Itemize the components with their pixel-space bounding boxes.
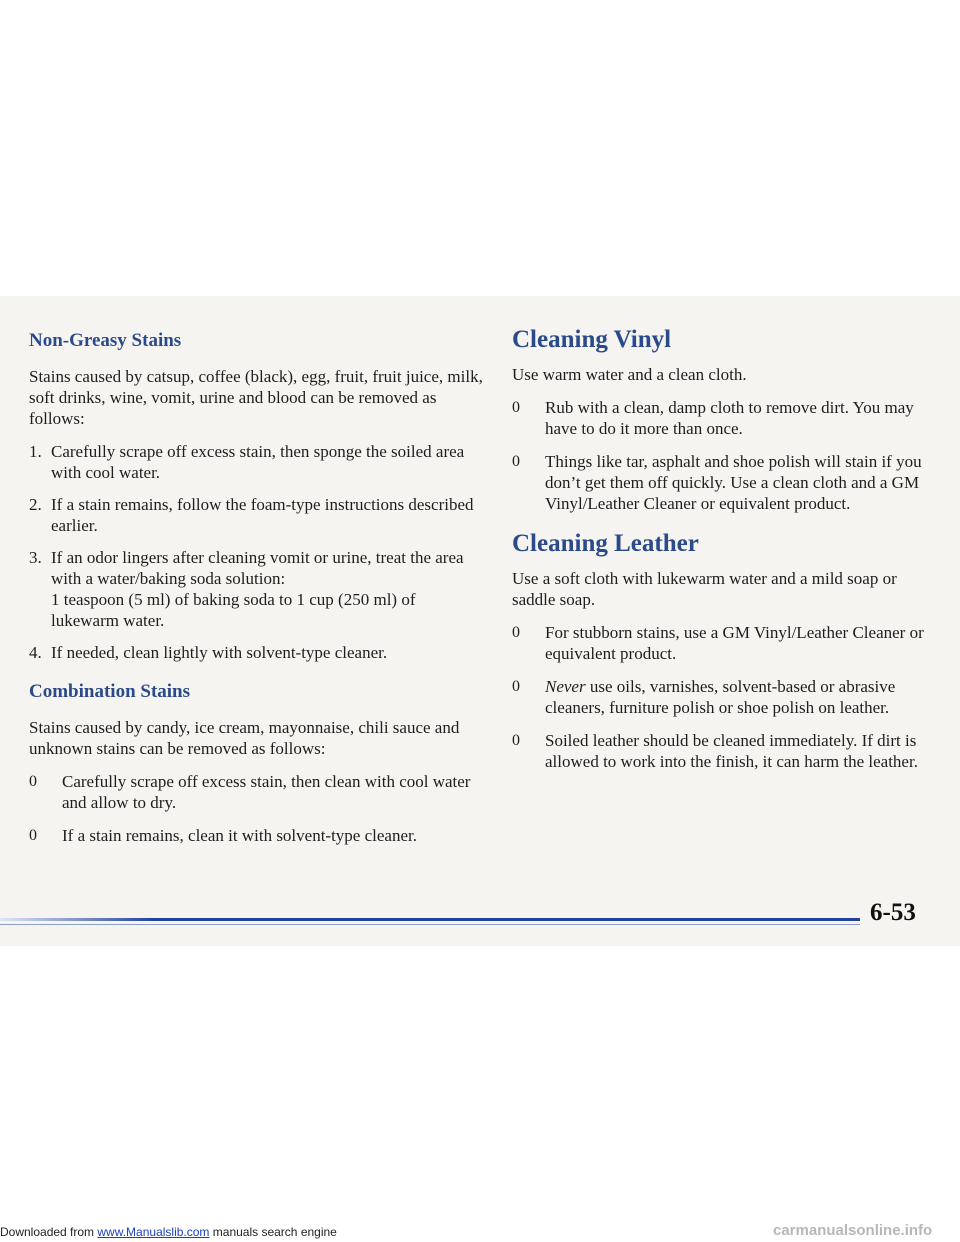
emphasis-never: Never xyxy=(545,677,586,696)
step-number: 4. xyxy=(29,643,42,662)
step-text: If needed, clean lightly with solvent-type cleaner. xyxy=(51,643,388,662)
bullet-glyph: 0 xyxy=(512,732,520,749)
leather-bullets xyxy=(512,622,940,772)
combination-stains-heading: Combination Stains xyxy=(29,681,191,702)
bullet-text: Carefully scrape off excess stain, then clean with cool water and allow to dry. xyxy=(62,772,471,812)
cleaning-leather-heading: Cleaning Leather xyxy=(512,530,699,557)
nongreasy-steps xyxy=(29,441,484,663)
download-banner xyxy=(0,1225,337,1239)
banner-suffix: manuals search engine xyxy=(209,1225,337,1239)
step-item xyxy=(29,494,484,536)
nongreasy-stains-heading: Non-Greasy Stains xyxy=(29,330,182,351)
vinyl-intro: Use warm water and a clean cloth. xyxy=(512,365,747,384)
bullet-item xyxy=(512,451,940,514)
bullet-text: If a stain remains, clean it with solvent-type cleaner. xyxy=(62,826,417,845)
bullet-text: Things like tar, asphalt and shoe polish will stain if you don’t get them off quickly. Use a clean cloth and a GM Vinyl/Leather Cleaner or equivalent product. xyxy=(545,452,922,513)
step-item xyxy=(29,547,484,631)
bullet-text: use oils, varnishes, solvent-based or abrasive cleaners, furniture polish or shoe polish on leather. xyxy=(545,677,896,717)
watermark: carmanualsonline.info xyxy=(773,1222,933,1239)
bullet-glyph: 0 xyxy=(512,624,520,641)
manualslib-link[interactable]: www.Manualslib.com xyxy=(97,1225,210,1239)
step-text: Carefully scrape off excess stain, then sponge the soiled area with cool water. xyxy=(51,442,465,482)
bullet-text: Soiled leather should be cleaned immediately. If dirt is allowed to work into the finish, it can harm the leather. xyxy=(545,731,918,771)
bullet-item xyxy=(29,825,484,846)
banner-prefix: Downloaded from xyxy=(0,1225,98,1239)
bullet-text-wrap xyxy=(545,676,940,718)
bullet-glyph: 0 xyxy=(29,773,37,790)
step-body xyxy=(51,547,484,631)
bullet-glyph: 0 xyxy=(512,399,520,416)
bullet-glyph: 0 xyxy=(29,827,37,844)
bullet-item xyxy=(29,771,484,813)
bullet-item xyxy=(512,730,940,772)
step-item xyxy=(29,441,484,483)
step-item xyxy=(29,642,484,663)
footer-rule-thin xyxy=(0,924,860,925)
left-column xyxy=(29,330,484,858)
page-number: 6-53 xyxy=(870,899,916,926)
bullet-item xyxy=(512,676,940,718)
right-column xyxy=(512,326,940,784)
footer-rule xyxy=(0,918,860,921)
step-number: 3. xyxy=(29,548,42,567)
combination-intro: Stains caused by candy, ice cream, mayonnaise, chili sauce and unknown stains can be removed as follows: xyxy=(29,718,460,758)
step-text: If a stain remains, follow the foam-type instructions described earlier. xyxy=(51,495,474,535)
bullet-text: Rub with a clean, damp cloth to remove dirt. You may have to do it more than once. xyxy=(545,398,914,438)
step-number: 1. xyxy=(29,442,42,461)
cleaning-vinyl-heading: Cleaning Vinyl xyxy=(512,326,672,353)
bullet-glyph: 0 xyxy=(512,678,520,695)
step-number: 2. xyxy=(29,495,42,514)
nongreasy-intro: Stains caused by catsup, coffee (black), egg, fruit, fruit juice, milk, soft drinks, wine, vomit, urine and blood can be removed as follows: xyxy=(29,367,483,428)
combination-bullets xyxy=(29,771,484,846)
leather-intro: Use a soft cloth with lukewarm water and a mild soap or saddle soap. xyxy=(512,569,897,609)
step-text: If an odor lingers after cleaning vomit or urine, treat the area with a water/baking soda solution: xyxy=(51,548,464,588)
bullet-text: For stubborn stains, use a GM Vinyl/Leather Cleaner or equivalent product. xyxy=(545,623,924,663)
vinyl-bullets xyxy=(512,397,940,514)
bullet-item xyxy=(512,622,940,664)
bullet-glyph: 0 xyxy=(512,453,520,470)
bullet-item xyxy=(512,397,940,439)
step-recipe: 1 teaspoon (5 ml) of baking soda to 1 cup (250 ml) of lukewarm water. xyxy=(51,590,416,630)
